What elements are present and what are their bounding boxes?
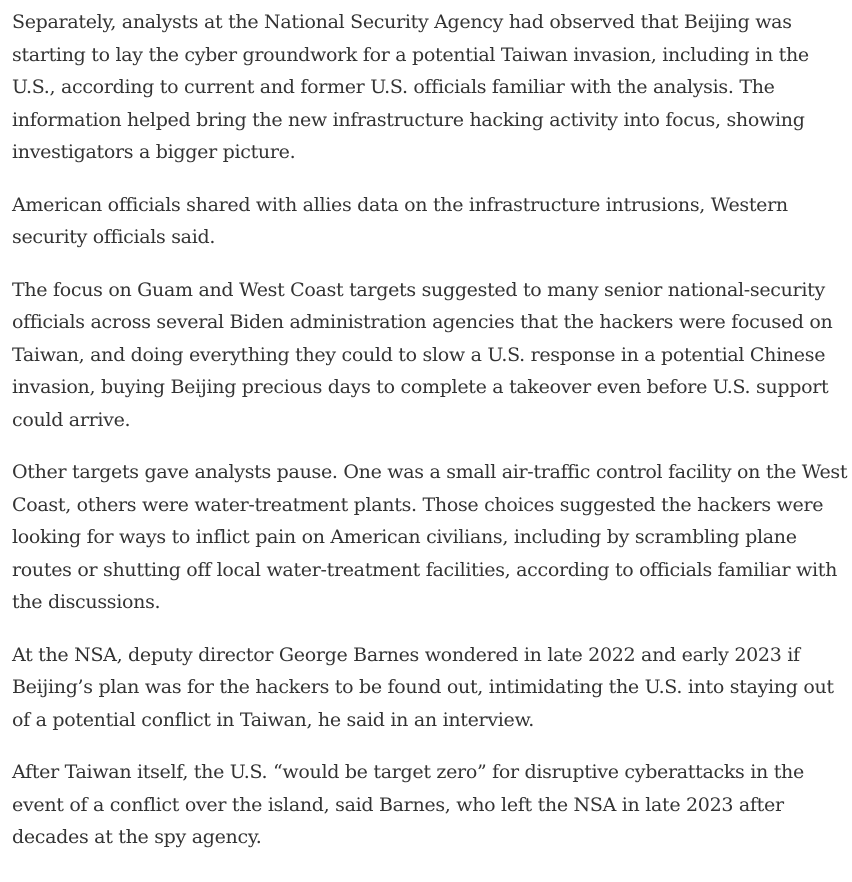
article-paragraph-5: At the NSA, deputy director George Barnes wondered in late 2022 and early 2023 if Beijing’s plan was for the hackers to be found out, intimidating the U.S. into staying out of a potential conflict in Taiwan, he said in an interview. — [12, 643, 834, 731]
article-paragraph-3: The focus on Guam and West Coast targets suggested to many senior national-security officials across several Biden administration agencies that the hackers were focused on Taiwan, and doing everything they could to slow a U.S. response in a potential Chinese invasion, buying Beijing precious days to complete a takeover even before U.S. support could arrive. — [12, 278, 833, 431]
article-paragraph-1: Separately, analysts at the National Security Agency had observed that Beijing was starting to lay the cyber groundwork for a potential Taiwan invasion, including in the U.S., according to current and former U.S. officials familiar with the analysis. The information helped bring the new infrastructure hacking activity into focus, showing investigators a bigger picture. — [12, 11, 809, 163]
article-paragraph-2: American officials shared with allies data on the infrastructure intrusions, Western security officials said. — [12, 193, 788, 248]
article-paragraph-6: After Taiwan itself, the U.S. “would be target zero” for disruptive cyberattacks in the event of a conflict over the island, said Barnes, who left the NSA in late 2023 after decades at the spy agency. — [12, 761, 804, 848]
article-paragraph-4: Other targets gave analysts pause. One was a small air-traffic control facility on the West Coast, others were water-treatment plants. Those choices suggested the hackers were looking for ways to inflict pain on American civilians, including by scrambling plane routes or shutting off local water-treatment facilities, according to officials familiar with the discussions. — [12, 461, 848, 613]
